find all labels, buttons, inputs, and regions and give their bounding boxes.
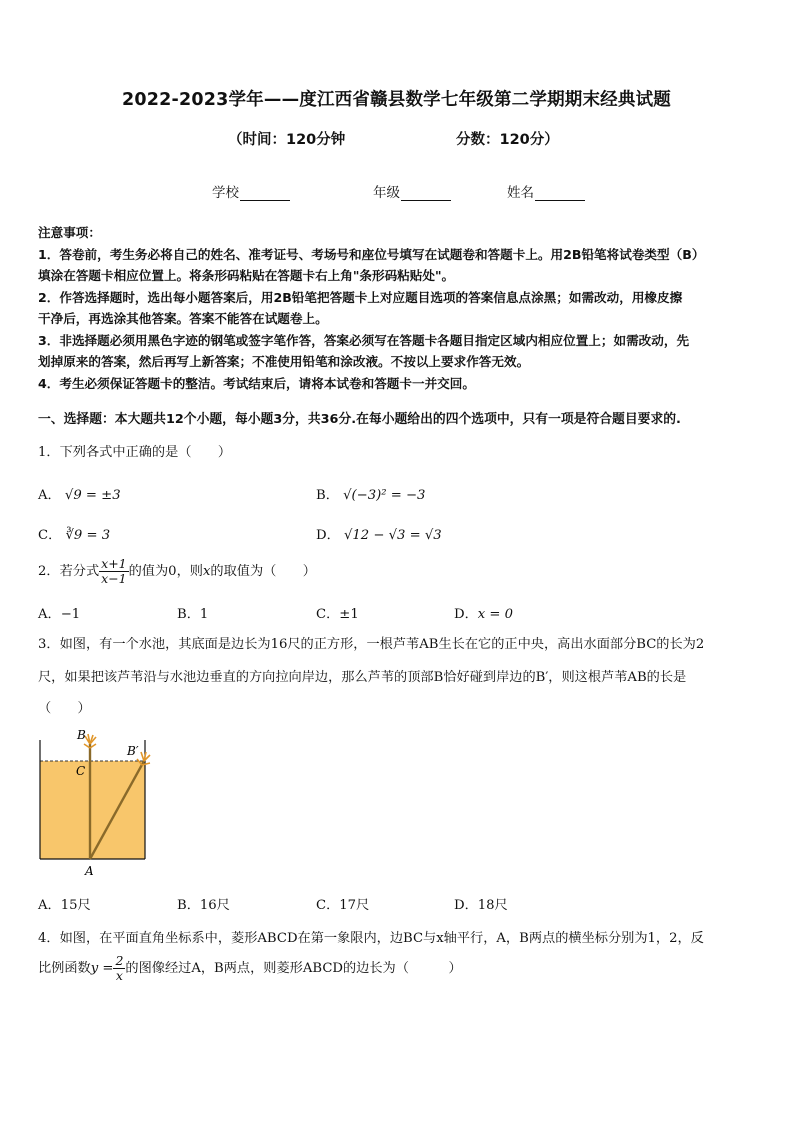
q4-line2-pre: 比例函数 xyxy=(38,961,91,976)
q1-d-label: D． xyxy=(316,528,340,543)
school-blank[interactable] xyxy=(240,186,290,201)
q1-option-a[interactable] xyxy=(38,484,121,503)
q2-option-c[interactable]: C．±1 xyxy=(316,607,359,622)
time-label: （时间：120分钟 xyxy=(228,132,346,148)
notes-line: 划掉原来的答案，然后再写上新答案；不准使用铅笔和涂改液。不按以上要求作答无效。 xyxy=(38,354,530,369)
q2-stem-end: 的取值为（ ） xyxy=(210,564,316,579)
q4-frac-num: 2 xyxy=(115,953,124,968)
name-field[interactable] xyxy=(507,181,585,201)
score-label: 分数：120分） xyxy=(456,132,559,148)
q3-line2: 尺，如果把该芦苇沿与水池边垂直的方向拉向岸边，那么芦苇的顶部B恰好碰到岸边的B′，则这根芦苇AB的长是 xyxy=(38,670,687,685)
grade-label: 年级 xyxy=(373,185,400,201)
q4-line1: 4．如图，在平面直角坐标系中，菱形ABCD在第一象限内，边BC与x轴平行，A，B两点的横坐标分别为1，2，反 xyxy=(38,931,704,946)
label-C: C xyxy=(76,764,86,778)
grade-blank[interactable] xyxy=(401,186,451,201)
name-label: 姓名 xyxy=(507,185,534,201)
q2-frac-num: x+1 xyxy=(101,556,127,571)
q4-y-eq: y = xyxy=(90,961,114,976)
q4-frac-den: x xyxy=(115,968,123,983)
school-label: 学校 xyxy=(212,185,239,201)
q3-option-b[interactable]: B．16尺 xyxy=(177,898,230,913)
q3-line3: （ ） xyxy=(38,701,91,716)
notes-line: 4．考生必须保证答题卡的整洁。考试结束后，请将本试卷和答题卡一并交回。 xyxy=(38,375,475,391)
notes-line: 3．非选择题必须用黑色字迹的钢笔或签字笔作答，答案必须写在答题卡各题目指定区域内相应位置上；如需改动，先 xyxy=(38,332,690,348)
page-title: 2022-2023学年——度江西省赣县数学七年级第二学期期末经典试题 xyxy=(122,90,671,110)
q2-option-b[interactable]: B．1 xyxy=(177,607,209,622)
q1-a-label: A． xyxy=(38,488,61,503)
notes-line: 干净后，再选涂其他答案。答案不能答在试题卷上。 xyxy=(38,311,328,326)
q3-line1: 3．如图，有一个水池，其底面是边长为16尺的正方形，一根芦苇AB生长在它的正中央，高出水面部分BC的长为2 xyxy=(38,637,705,652)
q1-b-label: B． xyxy=(316,488,339,503)
q1-option-d[interactable] xyxy=(316,524,442,543)
label-B-prime: B′ xyxy=(127,744,139,758)
label-B: B xyxy=(77,728,86,742)
q3-option-d[interactable]: D．18尺 xyxy=(454,898,508,913)
notes-line: 填涂在答题卡相应位置上。将条形码粘贴在答题卡右上角"条形码粘贴处"。 xyxy=(38,268,455,283)
q2-option-a[interactable]: A．−1 xyxy=(38,607,81,622)
q2-option-d[interactable] xyxy=(454,603,513,622)
name-blank[interactable] xyxy=(535,186,585,201)
notes-line: 1．答卷前，考生务必将自己的姓名、准考证号、考场号和座位号填写在试题卷和答题卡上。用2B铅笔将试卷类型（B） xyxy=(38,246,705,262)
q1-d-math: √12 − √3 = √3 xyxy=(343,528,442,543)
q1-c-math: ∛9 = 3 xyxy=(65,528,111,543)
reed-pool-figure xyxy=(30,724,160,882)
q1-option-b[interactable] xyxy=(316,484,425,503)
q1-option-c[interactable] xyxy=(38,524,110,543)
notes-block xyxy=(38,222,758,394)
q3-option-c[interactable]: C．17尺 xyxy=(316,898,370,913)
q2-var: x xyxy=(202,564,211,579)
water-area xyxy=(40,761,145,859)
q1-stem: 1．下列各式中正确的是（ ） xyxy=(38,445,232,460)
q2-stem xyxy=(38,557,316,586)
notes-heading: 注意事项： xyxy=(38,225,101,240)
notes-line: 2．作答选择题时，选出每小题答案后，用2B铅笔把答题卡上对应题目选项的答案信息点涂黑；如需改动，用橡皮擦 xyxy=(38,289,683,305)
q2-frac-den: x−1 xyxy=(101,571,127,586)
q1-a-math: √9 = ±3 xyxy=(64,488,121,503)
section-heading: 一、选择题：本大题共12个小题，每小题3分，共36分.在每小题给出的四个选项中，只有一项是符合题目要求的. xyxy=(38,412,681,427)
school-field[interactable] xyxy=(212,181,290,201)
q2-fraction xyxy=(99,557,128,586)
q2-stem-pre: 2．若分式 xyxy=(38,564,100,579)
q4-line2-post: 的图像经过A，B两点，则菱形ABCD的边长为（ ） xyxy=(125,961,462,976)
q4-fraction xyxy=(113,954,125,983)
label-A: A xyxy=(85,864,94,878)
q1-c-label: C． xyxy=(38,528,62,543)
q2-d-math: x = 0 xyxy=(477,607,514,622)
q2-d-label: D． xyxy=(454,607,478,622)
grade-field[interactable] xyxy=(373,181,451,201)
q4-line2 xyxy=(38,954,462,983)
q3-option-a[interactable]: A．15尺 xyxy=(38,898,91,913)
q2-stem-post: 的值为0，则 xyxy=(128,564,203,579)
q1-b-math: √(−3)² = −3 xyxy=(343,488,426,503)
